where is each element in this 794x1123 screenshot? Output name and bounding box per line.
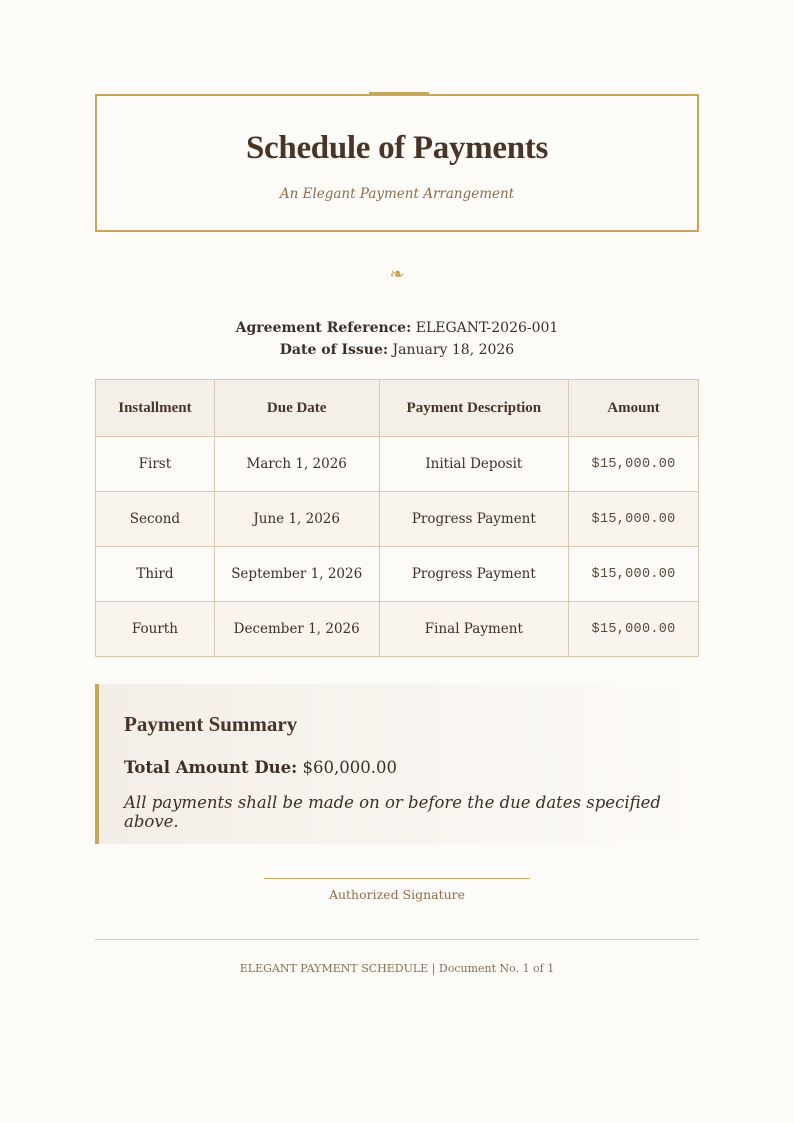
table-row	[96, 602, 699, 657]
payment-note: All payments shall be made on or before the due dates specified above.	[124, 793, 661, 831]
reference-label: Agreement Reference:	[235, 320, 412, 336]
floral-heart-icon: ❧	[389, 264, 405, 285]
due-date-cell: June 1, 2026	[214, 492, 379, 547]
due-date-cell: September 1, 2026	[214, 547, 379, 602]
page-title: Schedule of Payments	[246, 130, 548, 166]
summary-title: Payment Summary	[124, 712, 298, 736]
total-amount	[124, 758, 397, 777]
due-date-cell: December 1, 2026	[214, 602, 379, 657]
date-of-issue	[95, 339, 699, 361]
accent-bar	[369, 92, 429, 95]
table-row	[96, 492, 699, 547]
amount-cell: $15,000.00	[569, 547, 699, 602]
agreement-reference	[95, 317, 699, 339]
total-label: Total Amount Due:	[124, 758, 298, 777]
installment-cell: Third	[96, 547, 215, 602]
table-row	[96, 437, 699, 492]
total-value: $60,000.00	[302, 758, 397, 777]
column-header-description: Payment Description	[379, 380, 569, 437]
amount-cell: $15,000.00	[569, 492, 699, 547]
installment-cell: Second	[96, 492, 215, 547]
description-cell: Progress Payment	[379, 547, 569, 602]
payment-schedule-table	[95, 379, 699, 657]
page-subtitle: An Elegant Payment Arrangement	[279, 186, 515, 202]
description-cell: Initial Deposit	[379, 437, 569, 492]
issue-label: Date of Issue:	[279, 342, 389, 358]
issue-value: January 18, 2026	[392, 342, 515, 358]
amount-cell: $15,000.00	[569, 602, 699, 657]
footer-divider	[95, 939, 699, 940]
agreement-meta	[95, 317, 699, 361]
payment-summary-box	[95, 684, 699, 844]
column-header-installment: Installment	[96, 380, 215, 437]
installment-cell: Fourth	[96, 602, 215, 657]
title-box	[95, 94, 699, 232]
table-row	[96, 547, 699, 602]
reference-value: ELEGANT-2026-001	[415, 320, 559, 336]
signature-label: Authorized Signature	[328, 887, 466, 902]
installment-cell: First	[96, 437, 215, 492]
description-cell: Progress Payment	[379, 492, 569, 547]
column-header-due-date: Due Date	[214, 380, 379, 437]
column-header-amount: Amount	[569, 380, 699, 437]
amount-cell: $15,000.00	[569, 437, 699, 492]
signature-line	[264, 878, 530, 879]
due-date-cell: March 1, 2026	[214, 437, 379, 492]
footer-text: ELEGANT PAYMENT SCHEDULE | Document No. 1 of 1	[239, 962, 555, 975]
table-header-row	[96, 380, 699, 437]
description-cell: Final Payment	[379, 602, 569, 657]
